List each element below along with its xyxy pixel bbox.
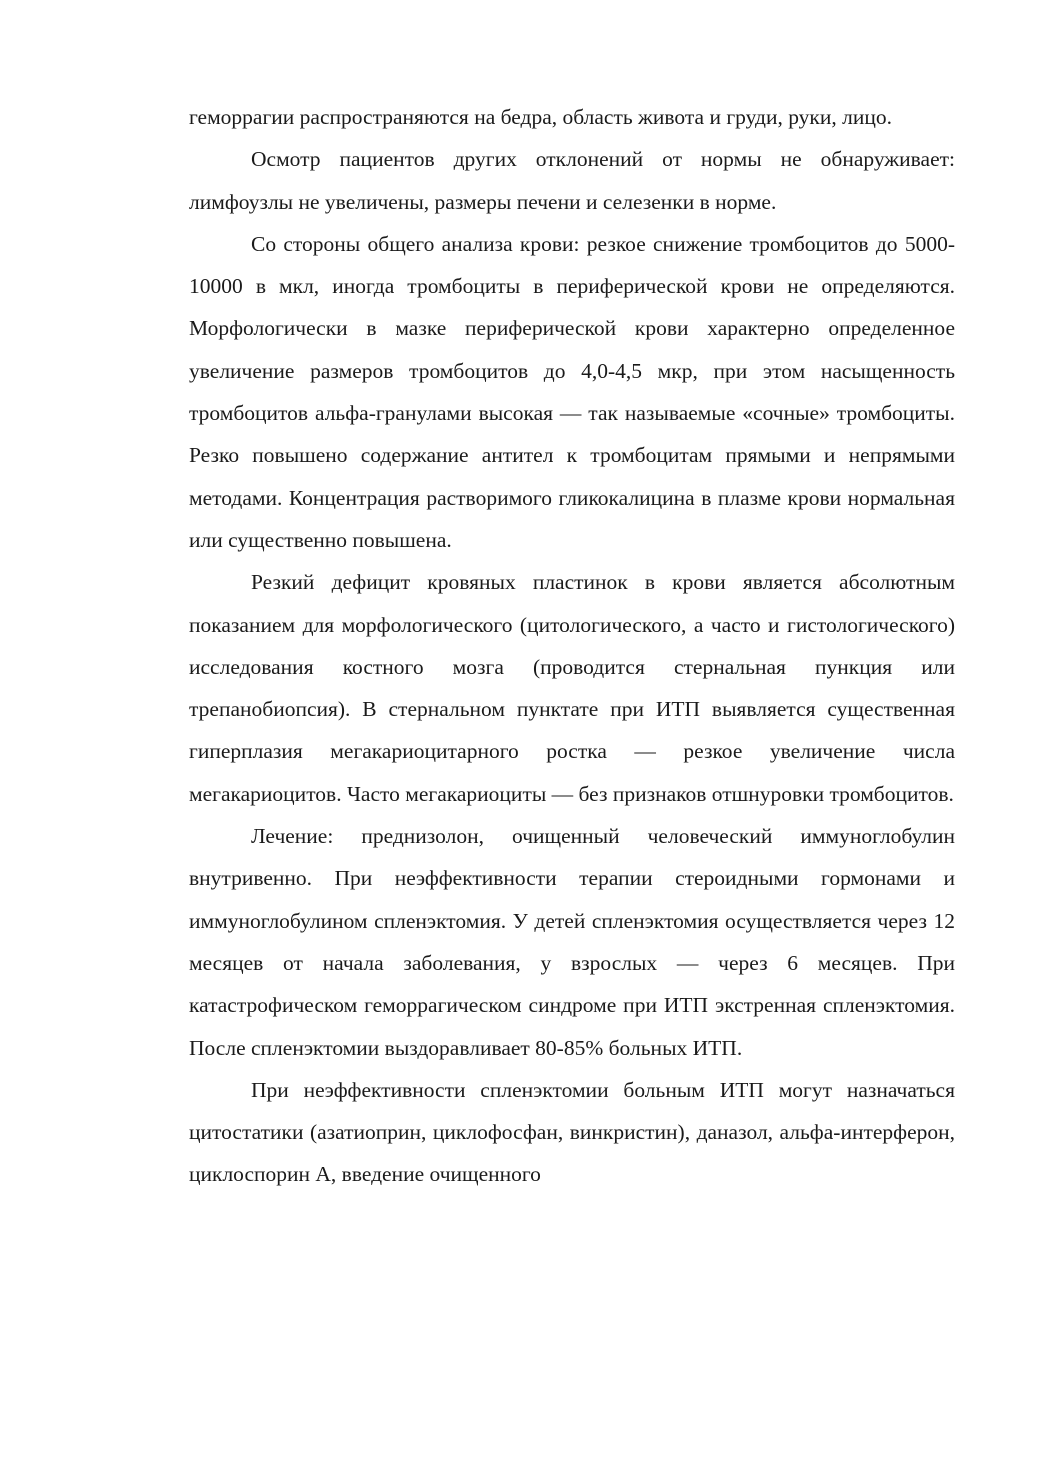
paragraph-examination: Осмотр пациентов других отклонений от нормы не обнаруживает: лимфоузлы не увеличены, размеры печени и селезенки в норме.: [189, 147, 955, 214]
paragraph-treatment: Лечение: преднизолон, очищенный человеческий иммуноглобулин внутривенно. При неэффективности терапии стероидными гормонами и иммуноглобулином спленэктомия. У детей спленэктомия осуществляется через 12 месяцев от начала заболевания, у взрослых — через 6 месяцев. При катастрофическом геморрагическом синдроме при ИТП экстренная спленэктомия. После спленэктомии выздоравливает 80-85% больных ИТП.: [189, 824, 955, 1060]
paragraph-bone-marrow: Резкий дефицит кровяных пластинок в крови является абсолютным показанием для морфологического (цитологического, а часто и гистологического) исследования костного мозга (проводится стернальная пункция или трепанобиопсия). В стернальном пунктате при ИТП выявляется существенная гиперплазия мегакариоцитарного ростка — резкое увеличение числа мегакариоцитов. Часто мегакариоциты — без признаков отшнуровки тромбоцитов.: [189, 570, 955, 806]
paragraph-continued: геморрагии распространяются на бедра, область живота и груди, руки, лицо.: [189, 105, 893, 129]
paragraph-cytostatics: При неэффективности спленэктомии больным ИТП могут назначаться цитостатики (азатиоприн, циклофосфан, винкристин), даназол, альфа-интерферон, циклоспорин А, введение очищенного: [189, 1077, 955, 1187]
paragraph-blood-analysis: Со стороны общего анализа крови: резкое снижение тромбоцитов до 5000-10000 в мкл, иногда тромбоциты в периферической крови не определяются. Морфологически в мазке периферической крови характерно определенное увеличение размеров тромбоцитов до 4,0-4,5 мкр, при этом насыщенность тромбоцитов альфа-гранулами высокая — так называемые «сочные» тромбоциты. Резко повышено содержание антител к тромбоцитам прямыми и непрямыми методами. Концентрация растворимого гликокалицина в плазме крови нормальная или существенно повышена.: [189, 231, 955, 552]
document-page: [189, 96, 955, 1196]
